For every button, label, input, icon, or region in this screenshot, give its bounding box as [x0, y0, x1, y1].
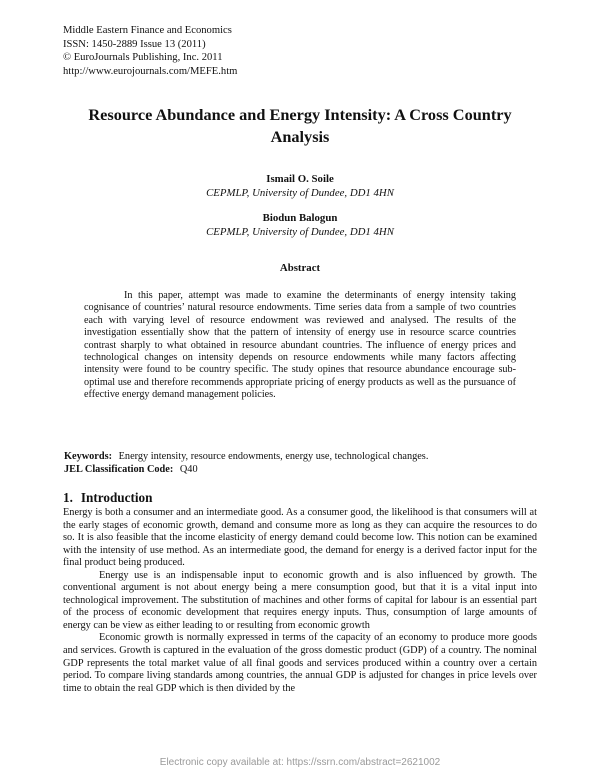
author-name: Ismail O. Soile: [266, 173, 334, 185]
body-paragraph: Energy use is an indispensable input to economic growth and is also influenced by growth. The conventional argument is not about energy being a mere consumption good, but that it is a vital input into technological improvement. The substitution of machines and other forms of capital for labour is an essential part of the process of economic development that requires energy inputs. Thus, consumption of large amounts of energy can be view as either leading to or resulting from economic growth: [63, 569, 537, 631]
author-affiliation: CEPMLP, University of Dundee, DD1 4HN: [206, 226, 394, 238]
paper-title: Resource Abundance and Energy Intensity: A Cross Country Analysis: [88, 105, 512, 146]
keywords-value: Energy intensity, resource endowments, energy use, technological changes.: [118, 451, 429, 462]
author-name: Biodun Balogun: [262, 212, 338, 224]
jel-label: JEL Classification Code:: [64, 463, 174, 475]
section-number: 1.: [63, 490, 73, 505]
keywords-block: [64, 451, 428, 476]
author-block: [0, 172, 600, 200]
section-heading: [63, 490, 152, 506]
author-block: [0, 211, 600, 239]
journal-url[interactable]: http://www.eurojournals.com/MEFE.htm: [63, 65, 238, 77]
author-affiliation: CEPMLP, University of Dundee, DD1 4HN: [206, 187, 394, 199]
introduction-body: [63, 507, 537, 695]
abstract-heading: Abstract: [279, 262, 321, 274]
ssrn-footer[interactable]: Electronic copy available at: https://ssrn.com/abstract=2621002: [159, 757, 441, 768]
keywords-label: Keywords:: [64, 451, 113, 462]
jel-value: Q40: [179, 463, 198, 475]
body-paragraph: Economic growth is normally expressed in terms of the capacity of an economy to produce more goods and services. Growth is captured in the evaluation of the gross domestic product (GDP) of a country. The nominal GDP represents the total market value of all final goods and services produced within a country over a certain period. To compare living standards among countries, the annual GDP is adjusted for changes in price levels over time to obtain the real GDP which is then divided by the: [63, 632, 537, 694]
section-title: Introduction: [80, 490, 153, 505]
journal-copyright: © EuroJournals Publishing, Inc. 2011: [63, 52, 223, 64]
abstract-text: In this paper, attempt was made to examine the determinants of energy intensity taking cognisance of countries’ natural resource endowments. Time series data from a sample of two countries each with varying level of resource endowment was reviewed and analysed. The results of the investigation essentially show that the pattern of intensity of energy use in resource scarce countries contrast sharply to what obtained in resource abundant countries. The influence of energy prices and technological changes on intensity depends on resource endowments while many factors affecting intensity were found to be country specific. The study opines that resource abundance encourage sub-optimal use and therefore recommends appropriate pricing of energy products as well as the pursuance of effective energy demand management policies.: [84, 290, 516, 401]
journal-header: [63, 24, 237, 78]
journal-issn: ISSN: 1450-2889 Issue 13 (2011): [63, 38, 206, 50]
journal-name: Middle Eastern Finance and Economics: [63, 25, 232, 36]
body-paragraph: Energy is both a consumer and an intermediate good. As a consumer good, the likelihood is that consumers will at the early stages of economic growth, demand and consume more as long as they can acquire the resources to do so. It is also feasible that the income elasticity of energy demand could become low. This notion can be examined with the intensity of use method. As an intermediate good, the demand for energy is a derived factor input for the final product being produced.: [63, 507, 537, 569]
